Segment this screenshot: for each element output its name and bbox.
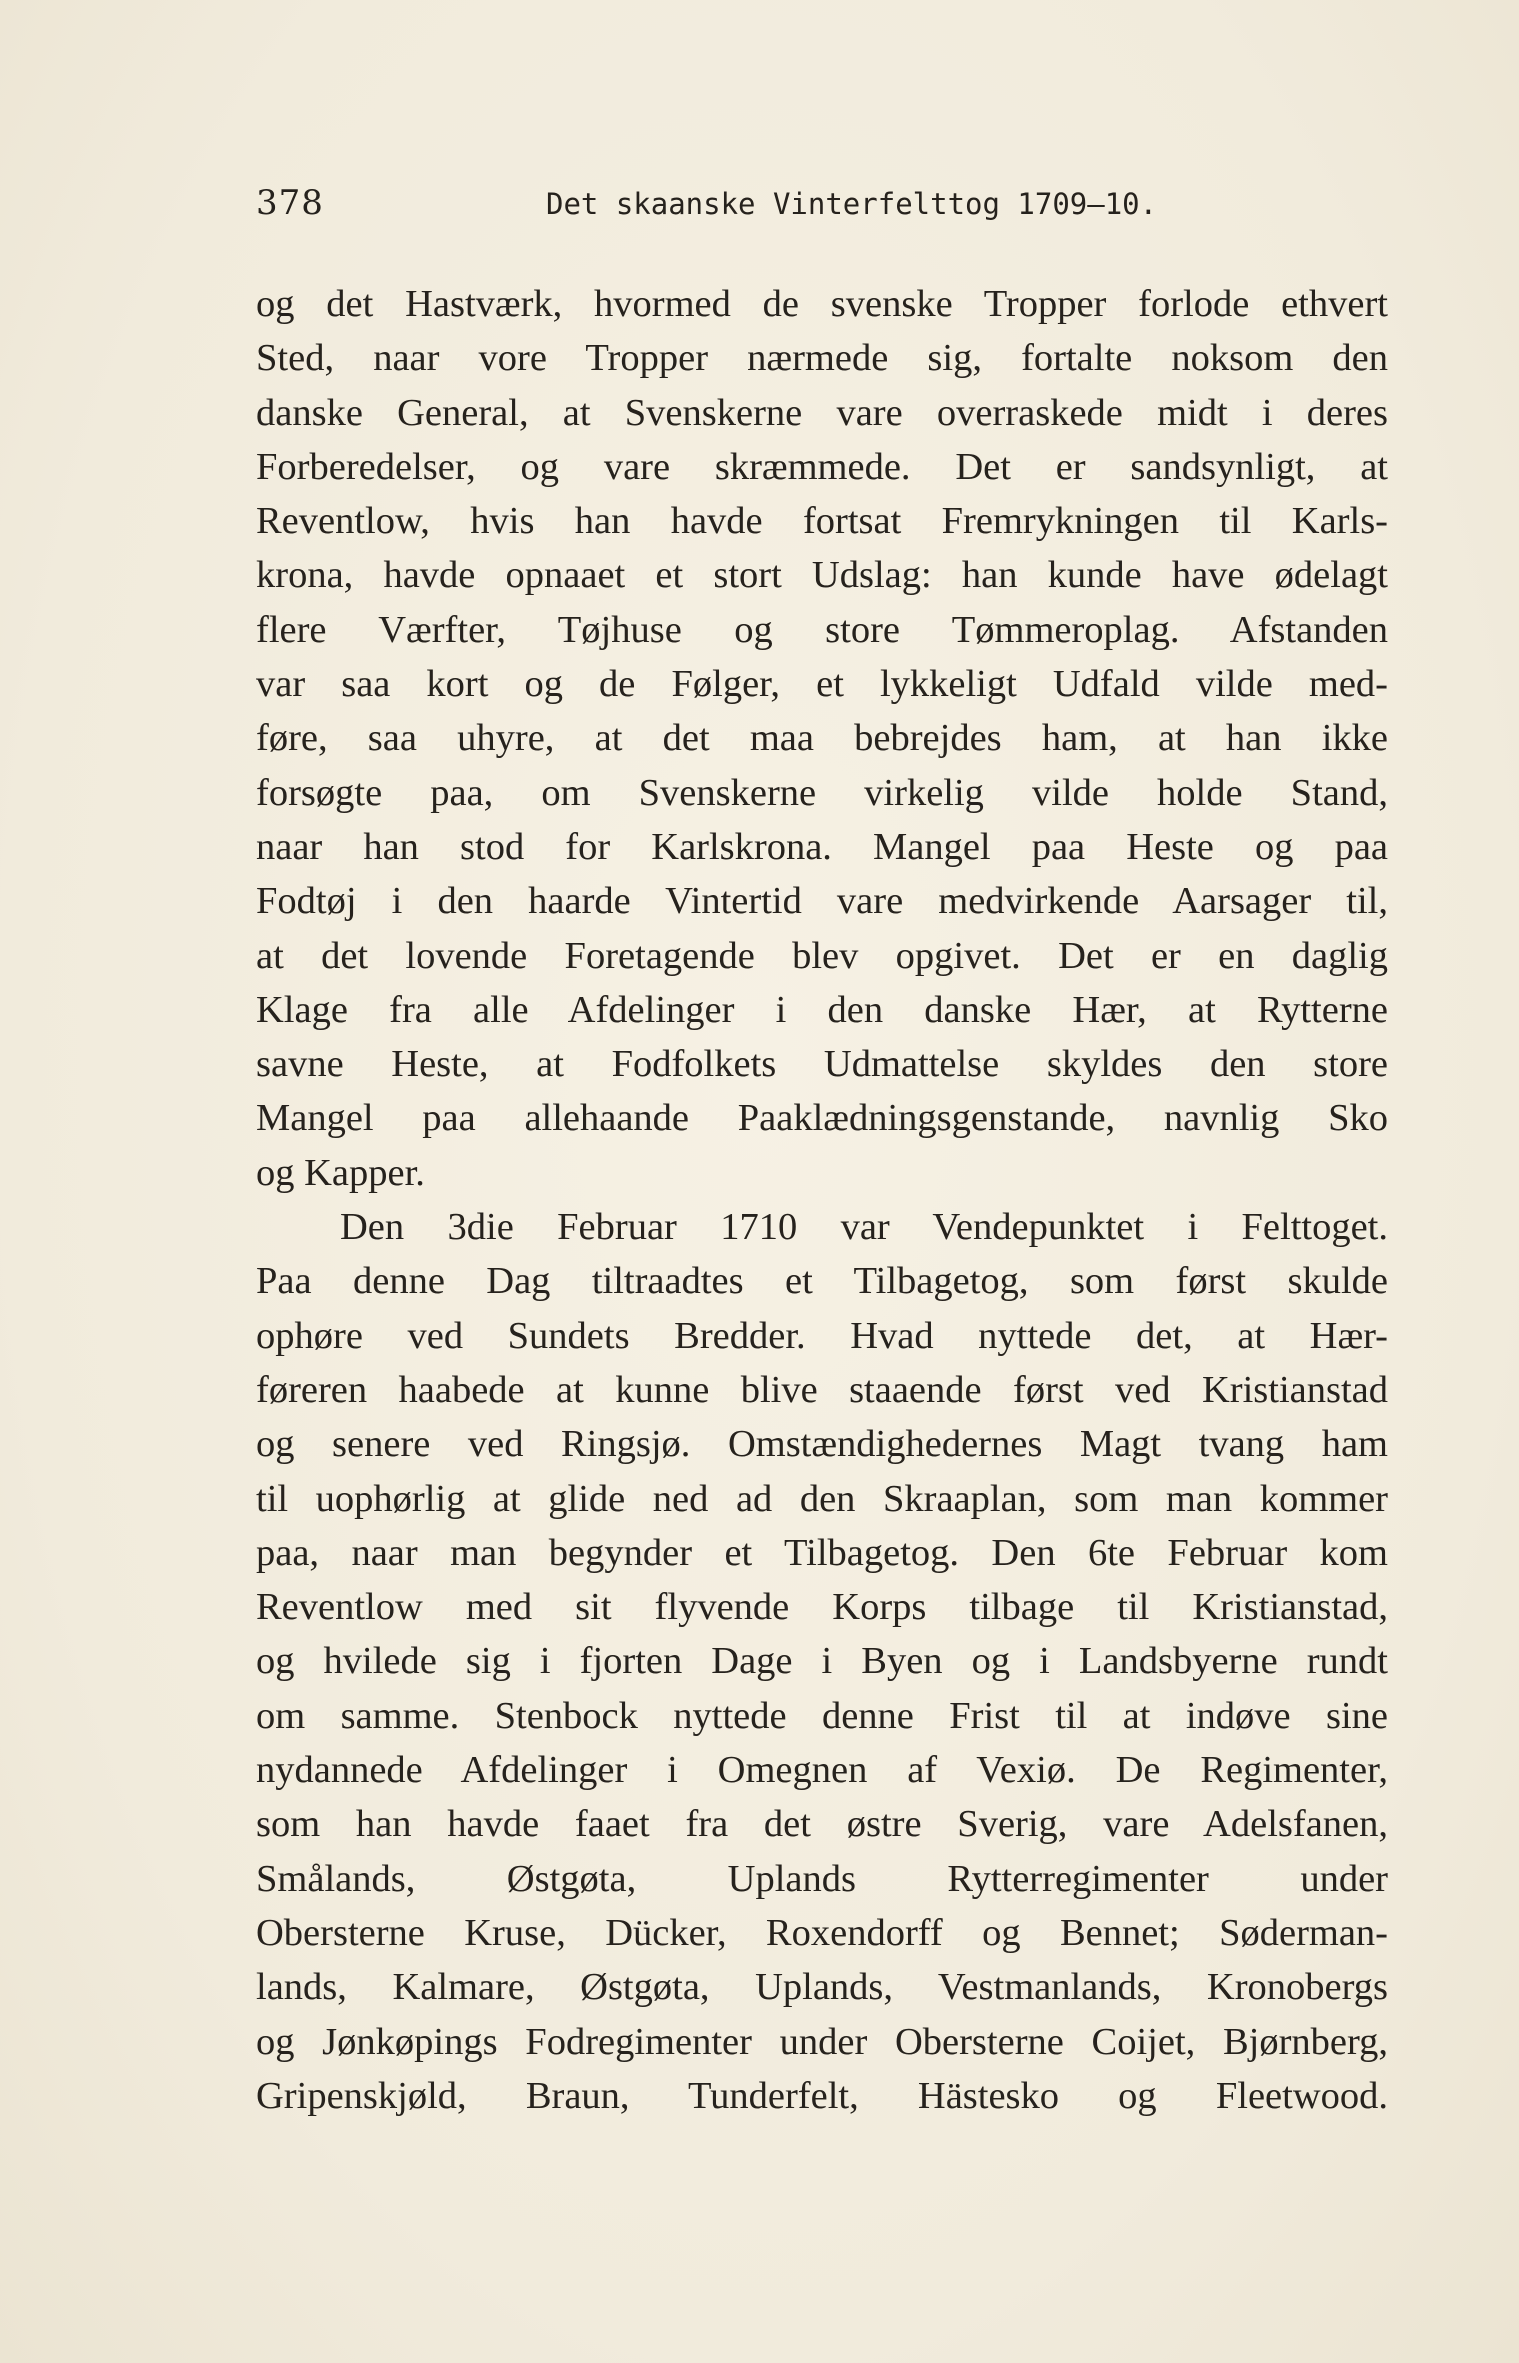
body-text	[256, 277, 1388, 2123]
text-line: Reventlow med sit flyvende Korps tilbage til Kristianstad,	[256, 1586, 1388, 1629]
text-line: Klage fra alle Afdelinger i den danske Hær, at Rytterne	[256, 988, 1388, 1031]
text-line: ophøre ved Sundets Bredder. Hvad nyttede det, at Hær-	[256, 1314, 1388, 1357]
text-line: Reventlow, hvis han havde fortsat Fremrykningen til Karls-	[256, 500, 1388, 543]
text-line: savne Heste, at Fodfolkets Udmattelse skyldes den store	[256, 1043, 1388, 1086]
text-line: flere Værfter, Tøjhuse og store Tømmeroplag. Afstanden	[256, 608, 1388, 651]
text-line: til uophørlig at glide ned ad den Skraaplan, som man kommer	[256, 1477, 1388, 1520]
text-line: at det lovende Foretagende blev opgivet. Det er en daglig	[256, 934, 1388, 977]
text-line: paa, naar man begynder et Tilbagetog. Den 6te Februar kom	[256, 1531, 1388, 1574]
text-line: og senere ved Ringsjø. Omstændighedernes Magt tvang ham	[256, 1423, 1388, 1466]
text-line: Forberedelser, og vare skræmmede. Det er sandsynligt, at	[256, 445, 1388, 488]
text-line: føre, saa uhyre, at det maa bebrejdes ham, at han ikke	[256, 717, 1388, 760]
running-head	[256, 183, 1386, 233]
text-line: var saa kort og de Følger, et lykkeligt Udfald vilde med-	[256, 663, 1388, 706]
text-line: danske General, at Svenskerne vare overraskede midt i deres	[256, 391, 1388, 434]
text-line: Obersterne Kruse, Dücker, Roxendorff og Bennet; Søderman-	[256, 1911, 1388, 1954]
text-line: føreren haabede at kunne blive staaende først ved Kristianstad	[256, 1368, 1388, 1411]
text-line: om samme. Stenbock nyttede denne Frist til at indøve sine	[256, 1694, 1388, 1737]
text-line: og hvilede sig i fjorten Dage i Byen og i Landsbyerne rundt	[256, 1640, 1388, 1683]
page-number: 378	[256, 183, 324, 223]
text-line: Mangel paa allehaande Paaklædningsgenstande, navnlig Sko	[256, 1097, 1388, 1140]
text-line: Paa denne Dag tiltraadtes et Tilbagetog, som først skulde	[256, 1260, 1388, 1303]
text-line: naar han stod for Karlskrona. Mangel paa Heste og paa	[256, 825, 1388, 868]
text-line: Sted, naar vore Tropper nærmede sig, fortalte noksom den	[256, 337, 1388, 380]
text-line: Fodtøj i den haarde Vintertid vare medvirkende Aarsager til,	[256, 880, 1388, 923]
text-line: lands, Kalmare, Østgøta, Uplands, Vestmanlands, Kronobergs	[256, 1966, 1388, 2009]
text-line: forsøgte paa, om Svenskerne virkelig vilde holde Stand,	[256, 771, 1388, 814]
text-line: og Kapper.	[256, 1151, 425, 1194]
running-title: Det skaanske Vinterfelttog 1709—10.	[546, 187, 1158, 221]
text-line: og det Hastværk, hvormed de svenske Tropper forlode ethvert	[256, 283, 1388, 325]
text-line: Smålands, Østgøta, Uplands Rytterregimenter under	[256, 1857, 1388, 1900]
text-line: Den 3die Februar 1710 var Vendepunktet i Felttoget.	[340, 1206, 1388, 1249]
text-line: og Jønkøpings Fodregimenter under Obersterne Coijet, Bjørnberg,	[256, 2020, 1388, 2063]
text-line: Gripenskjøld, Braun, Tunderfelt, Hästesko og Fleetwood.	[256, 2074, 1388, 2117]
text-line: krona, havde opnaaet et stort Udslag: han kunde have ødelagt	[256, 554, 1388, 597]
text-line: nydannede Afdelinger i Omegnen af Vexiø. De Regimenter,	[256, 1749, 1388, 1792]
text-line: som han havde faaet fra det østre Sverig, vare Adelsfanen,	[256, 1803, 1388, 1846]
